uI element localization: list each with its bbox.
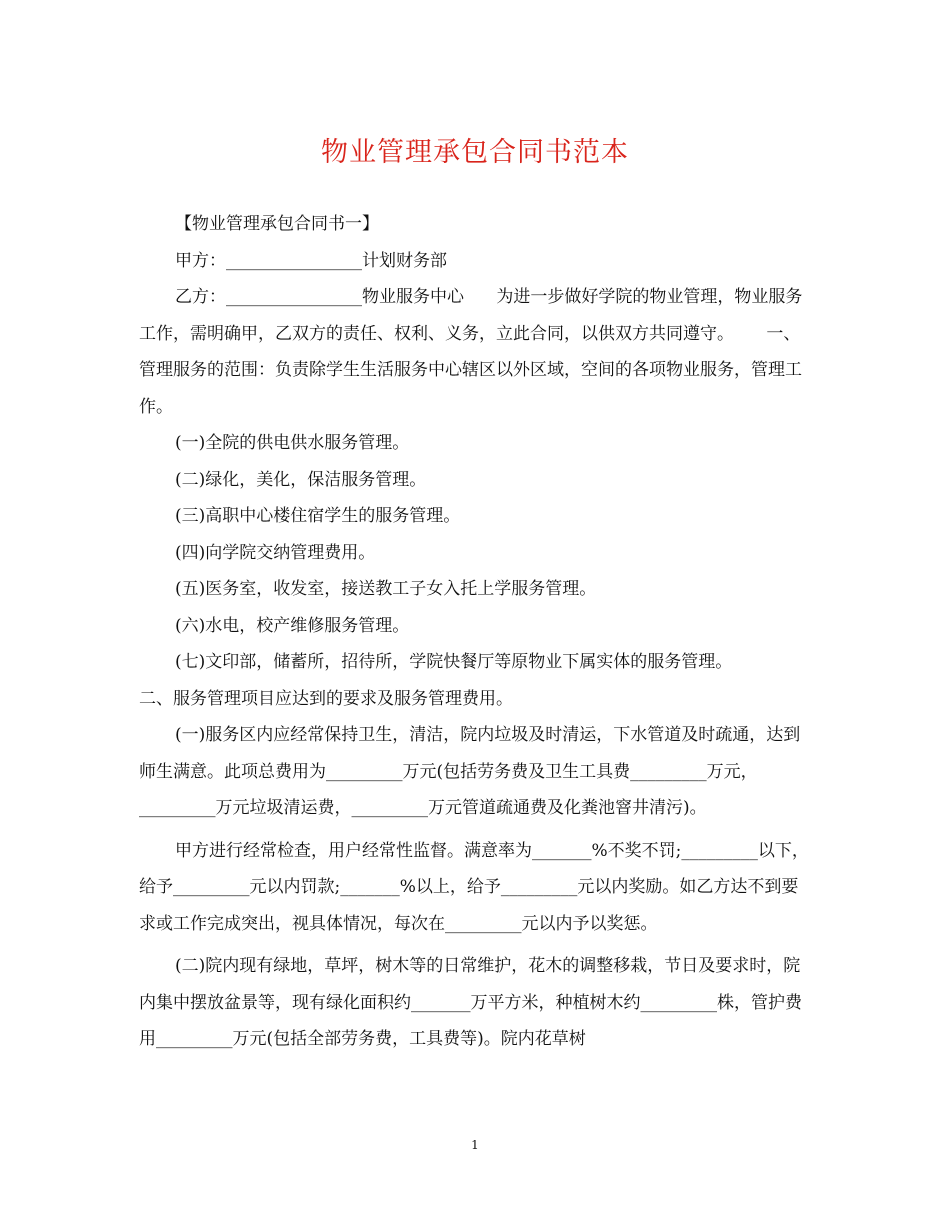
paragraph: (二)绿化，美化，保洁服务管理。 <box>175 469 427 490</box>
paragraph: (二)院内现有绿地，草坪，树木等的日常维护，花木的调整移栽，节日及要求时，院内集中摆放盆景等，现有绿化面积约_______万平方米，种植树木约_________株，管护费用_________万元(包括全部劳务费，工具费等)。院内花草树 <box>139 956 802 1049</box>
paragraph: (三)高职中心楼住宿学生的服务管理。 <box>175 506 461 526</box>
document-body <box>139 206 815 1058</box>
paragraph: 【物业管理承包合同书一】 <box>175 214 379 234</box>
document-title: 物业管理承包合同书范本 <box>321 137 629 168</box>
paragraph: (四)向学院交纳管理费用。 <box>175 542 376 563</box>
paragraph: 甲方进行经常检查，用户经常性监督。满意率为_______%不奖不罚;_________以下，给予_________元以内罚款;_______%以上，给予_________元以内奖励。如乙方达不到要求或工作完成突出，视具体情况，每次在_________元以内予以奖惩。 <box>139 840 809 934</box>
paragraph: (七)文印部，储蓄所，招待所，学院快餐厅等原物业下属实体的服务管理。 <box>175 652 733 672</box>
page-number: 1 <box>471 1138 479 1152</box>
paragraph: 乙方：________________物业服务中心 为进一步做好学院的物业管理，物业服务工作，需明确甲，乙双方的责任、权利、义务，立此合同，以供双方共同遵守。 一、管理服务的范围：负责除学生生活服务中心辖区以外区域，空间的各项物业服务，管理工作。 <box>139 287 803 417</box>
paragraph: (五)医务室，收发室，接送教工子女入托上学服务管理。 <box>175 579 597 599</box>
paragraph: 甲方：________________计划财务部 <box>175 250 447 271</box>
paragraph: (六)水电，校产维修服务管理。 <box>175 615 410 636</box>
paragraph: 二、服务管理项目应达到的要求及服务管理费用。 <box>139 688 513 709</box>
paragraph: (一)服务区内应经常保持卫生，清洁，院内垃圾及时清运，下水管道及时疏通，达到师生满意。此项总费用为_________万元(包括劳务费及卫生工具费_________万元，_________万元垃圾清运费，_________万元管道疏通费及化粪池窨井清污)。 <box>139 725 801 818</box>
paragraph: (一)全院的供电供水服务管理。 <box>175 433 410 453</box>
